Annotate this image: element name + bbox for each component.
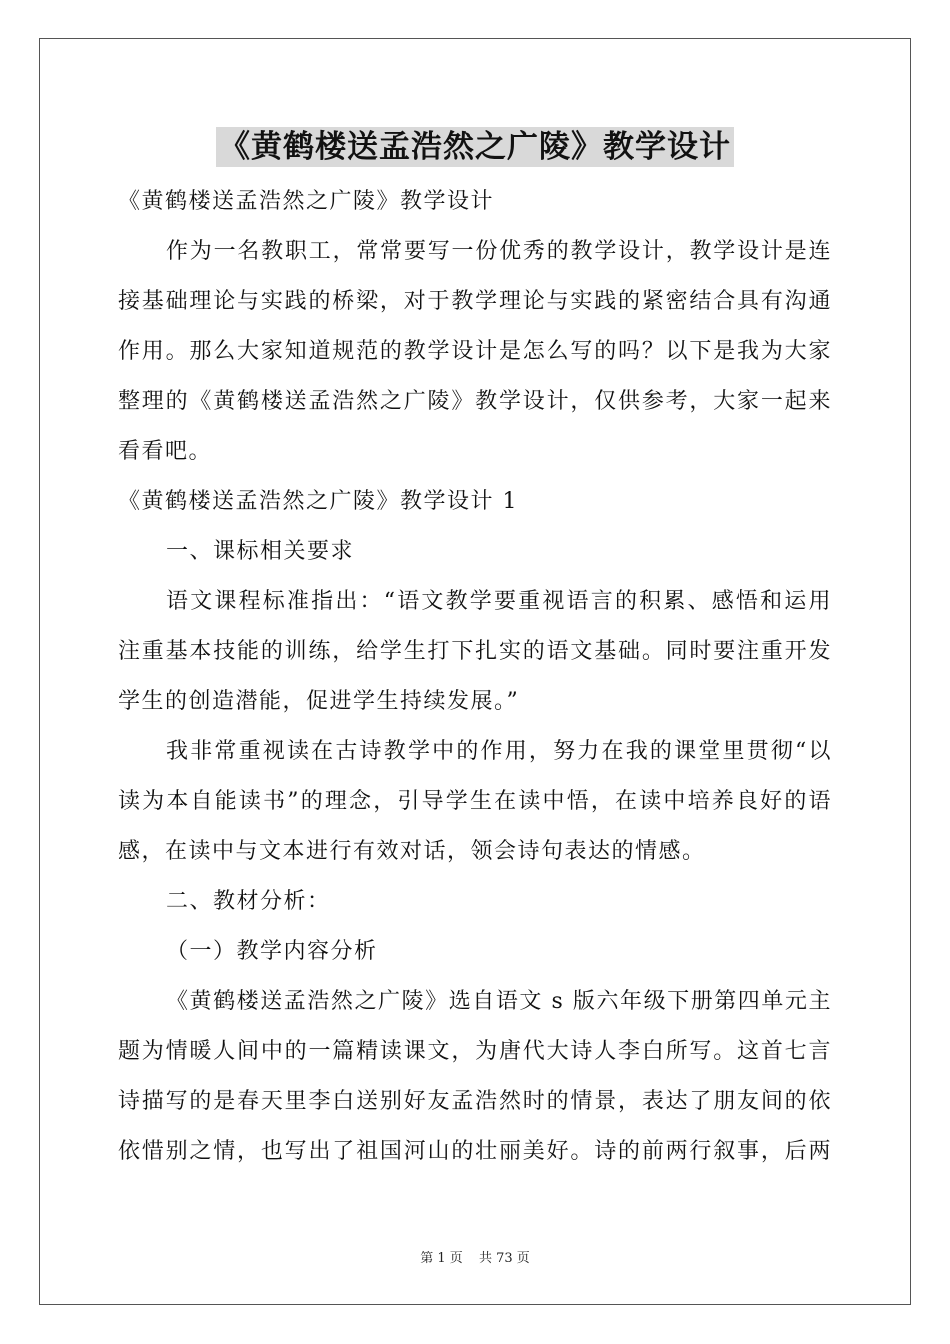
paragraph-line: 诗描写的是春天里李白送别好友孟浩然时的情景，表达了朋友间的依 [118, 1089, 832, 1114]
paragraph-line: 注重基本技能的训练，给学生打下扎实的语文基础。同时要注重开发 [118, 639, 832, 664]
title-container [0, 127, 950, 167]
section-heading: 《黄鹤楼送孟浩然之广陵》教学设计 1 [118, 489, 518, 514]
paragraph-line: 《黄鹤楼送孟浩然之广陵》选自语文 s 版六年级下册第四单元主 [166, 989, 832, 1014]
paragraph-line: 题为情暖人间中的一篇精读课文，为唐代大诗人李白所写。这首七言 [118, 1039, 832, 1064]
subtitle-line: 《黄鹤楼送孟浩然之广陵》教学设计 [118, 189, 495, 214]
paragraph-line: 语文课程标准指出：“语文教学要重视语言的积累、感悟和运用 [166, 589, 832, 614]
page-number: 第 1 页 [420, 1251, 463, 1266]
paragraph-line: 读为本自能读书”的理念，引导学生在读中悟，在读中培养良好的语 [118, 789, 832, 814]
page-total: 共 73 页 [478, 1251, 530, 1266]
document-body [118, 177, 832, 1177]
paragraph-line: 感，在读中与文本进行有效对话，领会诗句表达的情感。 [118, 839, 706, 864]
paragraph-line: 学生的创造潜能，促进学生持续发展。” [118, 689, 520, 714]
page-footer [0, 1247, 950, 1266]
paragraph-line: 作用。那么大家知道规范的教学设计是怎么写的吗？以下是我为大家 [118, 339, 832, 364]
paragraph-line: 依惜别之情，也写出了祖国河山的壮丽美好。诗的前两行叙事，后两 [118, 1139, 832, 1164]
paragraph-line: 接基础理论与实践的桥梁，对于教学理论与实践的紧密结合具有沟通 [118, 289, 832, 314]
paragraph-line: 整理的《黄鹤楼送孟浩然之广陵》教学设计，仅供参考，大家一起来 [118, 389, 832, 414]
paragraph-line: 作为一名教职工，常常要写一份优秀的教学设计，教学设计是连 [166, 239, 832, 264]
paragraph-line: 看看吧。 [118, 439, 213, 464]
section-heading: 一、课标相关要求 [166, 539, 355, 564]
subsection-heading: （一）教学内容分析 [166, 939, 378, 964]
section-heading: 二、教材分析： [166, 889, 331, 914]
document-title: 《黄鹤楼送孟浩然之广陵》教学设计 [216, 127, 734, 167]
paragraph-line: 我非常重视读在古诗教学中的作用，努力在我的课堂里贯彻“以 [166, 739, 832, 764]
